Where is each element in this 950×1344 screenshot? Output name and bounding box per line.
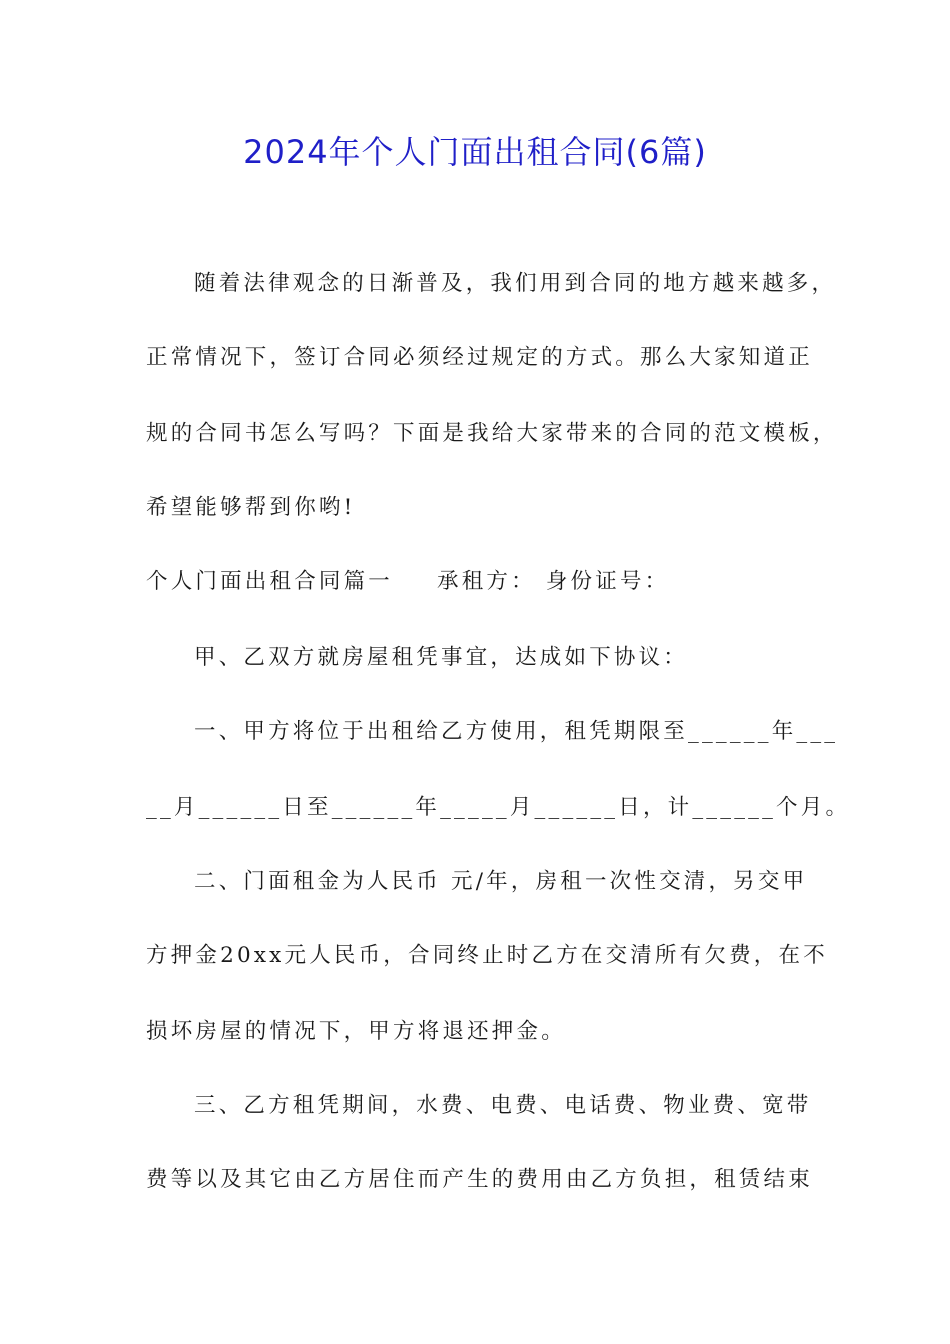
paragraph-line: 一、甲方将位于出租给乙方使用，租凭期限至______年___ bbox=[194, 719, 839, 744]
paragraph-line: 损坏房屋的情况下，甲方将退还押金。 bbox=[146, 1019, 566, 1044]
document-title: 2024年个人门面出租合同(6篇) bbox=[243, 133, 707, 171]
paragraph-line: 三、乙方租凭期间，水费、电费、电话费、物业费、宽带 bbox=[194, 1093, 812, 1118]
paragraph-line: 甲、乙双方就房屋租凭事宜，达成如下协议： bbox=[194, 645, 689, 670]
paragraph-line: 方押金20xx元人民币，合同终止时乙方在交清所有欠费，在不 bbox=[146, 943, 828, 968]
section-heading-line bbox=[146, 566, 826, 598]
paragraph-line: 规的合同书怎么写吗？下面是我给大家带来的合同的范文模板， bbox=[146, 421, 838, 446]
paragraph-line: 随着法律观念的日渐普及，我们用到合同的地方越来越多， bbox=[194, 271, 837, 296]
section-heading: 个人门面出租合同篇一 bbox=[146, 569, 394, 594]
paragraph-line: 费等以及其它由乙方居住而产生的费用由乙方负担，租赁结束 bbox=[146, 1167, 813, 1192]
paragraph-line: 二、门面租金为人民币 元/年，房租一次性交清，另交甲 bbox=[194, 869, 808, 894]
paragraph-line: __月______日至______年_____月______日，计______个月。 bbox=[146, 795, 851, 820]
paragraph-line: 希望能够帮到你哟! bbox=[146, 495, 356, 520]
lessee-field: 承租方： 身份证号： bbox=[437, 569, 670, 594]
paragraph-line: 正常情况下，签订合同必须经过规定的方式。那么大家知道正 bbox=[146, 345, 813, 370]
